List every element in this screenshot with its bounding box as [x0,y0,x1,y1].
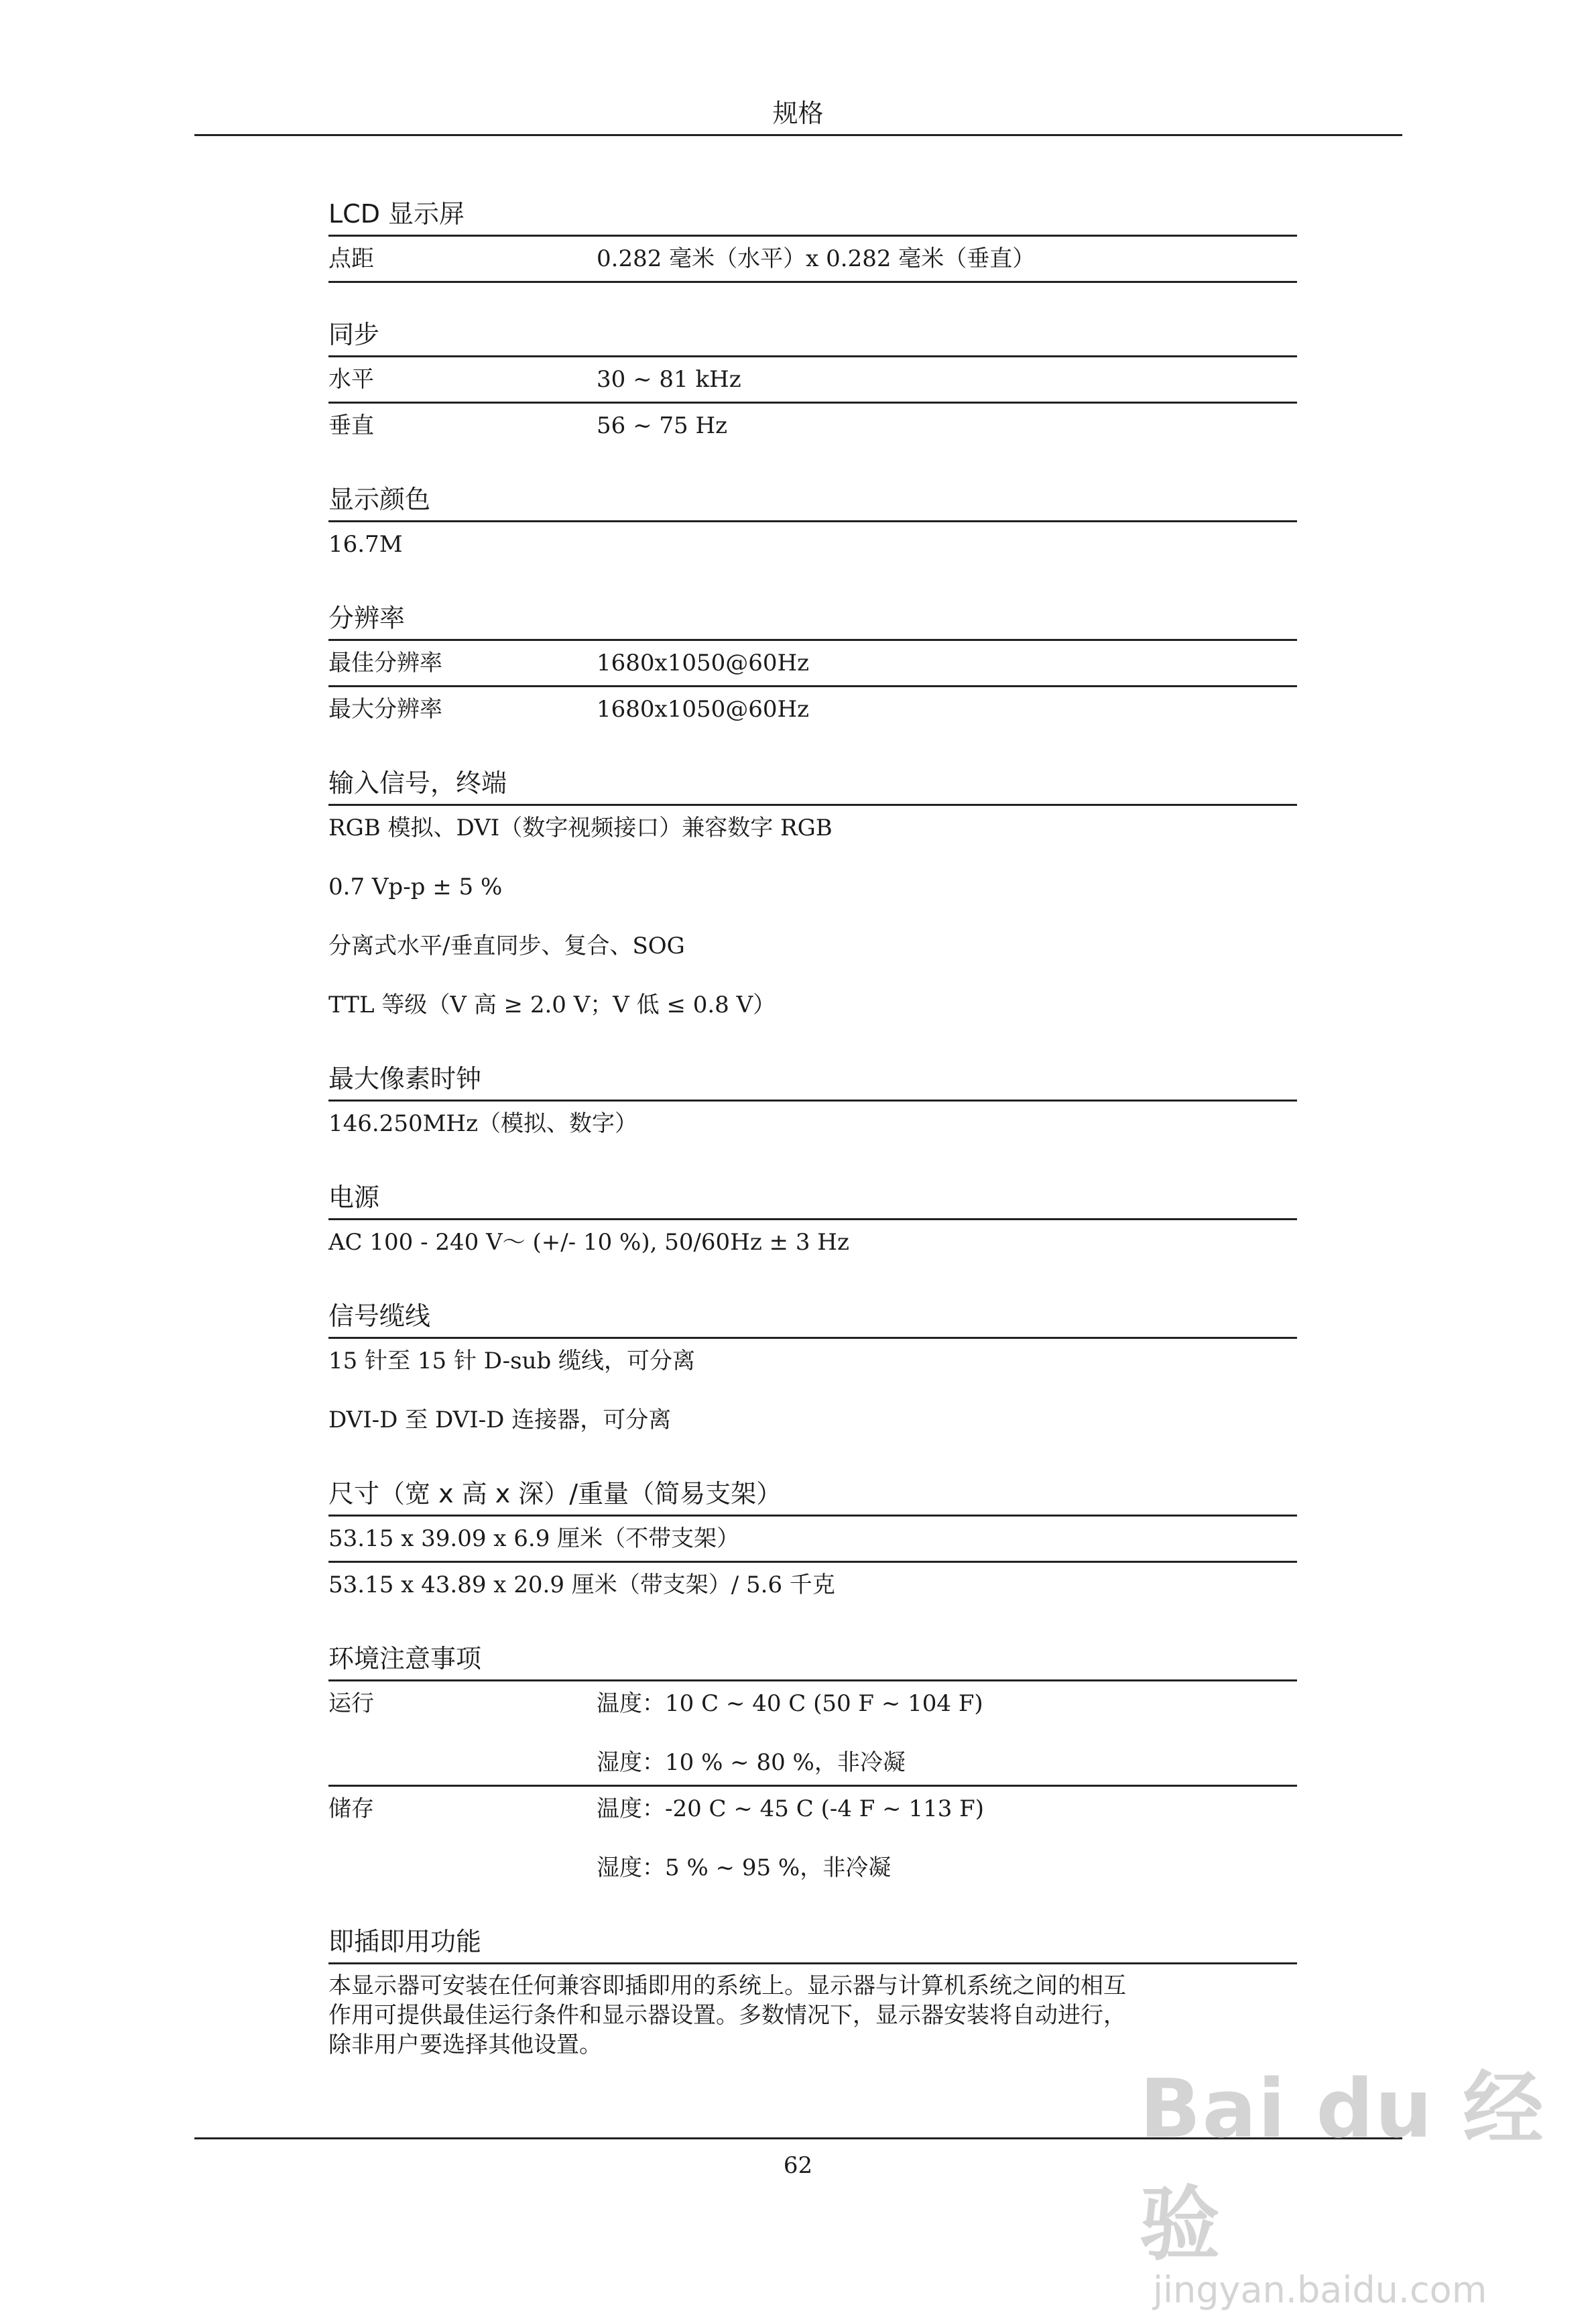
section-signal-cable [328,1295,1297,1442]
spec-value: 30 ~ 81 kHz [597,366,741,393]
spec-row [328,641,1297,687]
section-title: 尺寸（宽 x 高 x 深）/重量（简易支架） [328,1473,1297,1517]
watermark-url: jingyan.baidu.com [1153,2269,1487,2311]
section-title: 显示颜色 [328,479,1297,522]
watermark-brand: Bai du 经验 [1140,2063,1545,2271]
page-number: 62 [783,2152,813,2179]
spec-label: 水平 [328,366,374,393]
spec-label: 运行 [328,1690,374,1717]
section-color [328,479,1297,567]
spec-content [328,193,1297,2090]
section-title: 分辨率 [328,597,1297,641]
section-title: 输入信号，终端 [328,762,1297,806]
spec-value: 温度：10 C ~ 40 C (50 F ~ 104 F) [597,1690,983,1717]
section-power [328,1177,1297,1264]
spec-label: 最大分辨率 [328,696,442,723]
spec-value: 1680x1050@60Hz [597,696,810,723]
page-header-title: 规格 [772,99,824,128]
spec-value: 1680x1050@60Hz [597,650,810,676]
spec-line: 53.15 x 43.89 x 20.9 厘米（带支架）/ 5.6 千克 [328,1572,835,1598]
env-row-operating [328,1681,1297,1787]
spec-label: 点距 [328,245,374,272]
spec-line: 0.7 Vp-p ± 5 % [328,874,503,900]
spec-line: DVI-D 至 DVI-D 连接器，可分离 [328,1407,672,1433]
paragraph-line: 作用可提供最佳运行条件和显示器设置。多数情况下，显示器安装将自动进行， [328,2002,1126,2029]
spec-label: 垂直 [328,412,374,439]
baidu-watermark [1140,2045,1596,2311]
spec-value: 湿度：5 % ~ 95 %，非冷凝 [597,1854,892,1881]
section-sync [328,314,1297,448]
section-pixel-clock [328,1058,1297,1146]
spec-value: 16.7M [328,531,403,558]
section-title: 电源 [328,1177,1297,1220]
section-title: 即插即用功能 [328,1921,1297,1964]
spec-value: 56 ~ 75 Hz [597,412,728,439]
section-environment [328,1638,1297,1890]
spec-label: 储存 [328,1795,374,1822]
spec-row [328,357,1297,404]
spec-line: TTL 等级（V 高 ≥ 2.0 V；V 低 ≤ 0.8 V） [328,992,776,1018]
section-title: LCD 显示屏 [328,193,1297,237]
section-title: 环境注意事项 [328,1638,1297,1681]
section-title: 同步 [328,314,1297,357]
spec-line: RGB 模拟、DVI（数字视频接口）兼容数字 RGB [328,815,833,841]
paragraph-line: 除非用户要选择其他设置。 [328,2031,602,2058]
spec-line: 分离式水平/垂直同步、复合、SOG [328,933,685,959]
spec-value: 0.282 毫米（水平）x 0.282 毫米（垂直） [597,245,1036,272]
spec-value: 146.250MHz（模拟、数字） [328,1110,637,1137]
spec-row [328,687,1297,731]
spec-row [328,237,1297,283]
spec-line: 53.15 x 39.09 x 6.9 厘米（不带支架） [328,1517,1297,1563]
section-lcd [328,193,1297,283]
spec-value: 湿度：10 % ~ 80 %，非冷凝 [597,1749,906,1776]
section-title: 信号缆线 [328,1295,1297,1339]
header-rule [194,134,1402,136]
paragraph-line: 本显示器可安装在任何兼容即插即用的系统上。显示器与计算机系统之间的相互 [328,1972,1126,1999]
section-plug-and-play [328,1921,1297,2060]
spec-value: 温度：-20 C ~ 45 C (-4 F ~ 113 F) [597,1795,985,1822]
spec-label: 最佳分辨率 [328,650,442,676]
section-input-signal [328,762,1297,1027]
spec-value: AC 100 - 240 V～ (+/- 10 %), 50/60Hz ± 3 Hz [328,1229,849,1256]
spec-line: 15 针至 15 针 D-sub 缆线，可分离 [328,1348,696,1374]
spec-row [328,404,1297,448]
env-row-storage [328,1787,1297,1890]
section-title: 最大像素时钟 [328,1058,1297,1102]
section-dimensions [328,1473,1297,1607]
section-resolution [328,597,1297,731]
